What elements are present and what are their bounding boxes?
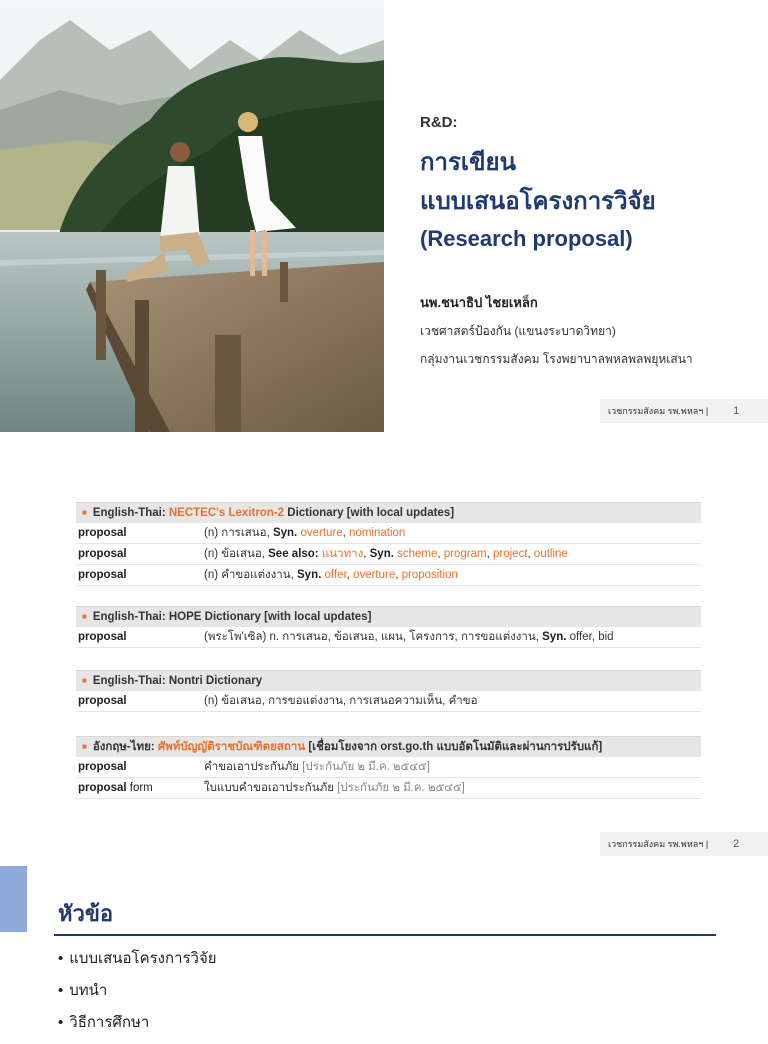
slide-title: หัวข้อ <box>58 901 114 926</box>
synonym-link[interactable]: program <box>443 548 487 560</box>
headword: proposal <box>78 527 127 539</box>
header-text: English-Thai: HOPE Dictionary [with local updates] <box>92 611 372 623</box>
definition-row <box>76 757 701 778</box>
definition-row <box>76 523 701 544</box>
definition: (n) คำขอแต่งงาน, Syn. offer, overture, proposition <box>204 569 458 581</box>
headword: proposal <box>78 548 127 560</box>
square-bullet-icon: ■ <box>82 612 87 621</box>
page-number: 1 <box>733 405 740 417</box>
header-text: [เชื่อมโยงจาก <box>305 741 381 753</box>
synonym-link[interactable]: proposition <box>401 569 458 581</box>
definition: (พระโพ'เซิล) n. การเสนอ, ข้อเสนอ, แผน, โครงการ, การขอแต่งงาน, Syn. offer, bid <box>204 631 614 643</box>
accent-bar <box>0 866 27 932</box>
dictionary-link[interactable]: NECTEC's Lexitron-2 <box>168 507 285 519</box>
footer-text: เวชกรรมสังคม รพ.พหลฯ | <box>608 406 709 416</box>
synonym-link[interactable]: scheme <box>393 548 438 560</box>
definition: (n) ข้อเสนอ, การขอแต่งงาน, การเสนอความเห็น, คำขอ <box>204 695 478 707</box>
synonym-link[interactable]: outline <box>533 548 568 560</box>
square-bullet-icon: ■ <box>82 508 87 517</box>
list-item: • แบบเสนอโครงการวิจัย <box>58 948 217 980</box>
dictionary-header <box>76 736 701 757</box>
slide-footer <box>600 399 768 423</box>
square-bullet-icon: ■ <box>82 676 87 685</box>
definition: ใบแบบคำขอเอาประกันภัย [ประกันภัย ๒ มี.ค. ๒๕๔๕] <box>204 782 465 794</box>
definition: คำขอเอาประกันภัย [ประกันภัย ๒ มี.ค. ๒๕๔๕] <box>204 761 430 773</box>
list-item: • วิธีการศึกษา <box>58 1012 217 1044</box>
dictionary-lexitron <box>76 502 701 586</box>
definition: (n) ข้อเสนอ, See also: แนวทาง, Syn. scheme, program, project, outline <box>204 548 568 560</box>
source-link[interactable]: orst.go.th <box>380 741 434 753</box>
title-line-1: การเขียน <box>420 149 516 176</box>
header-text: Dictionary [with local updates] <box>284 507 455 519</box>
headword: proposal <box>78 695 127 707</box>
synonym-link[interactable]: overture <box>297 527 343 539</box>
synonym-link[interactable]: offer <box>321 569 347 581</box>
footer-text: เวชกรรมสังคม รพ.พหลฯ | <box>608 839 709 849</box>
header-text: English-Thai: <box>92 507 169 519</box>
topic-list <box>58 948 217 1044</box>
title-divider <box>54 934 716 936</box>
title-line-2: แบบเสนอโครงการวิจัย <box>420 188 656 215</box>
slide-2 <box>0 432 768 864</box>
header-text: English-Thai: Nontri Dictionary <box>92 675 263 687</box>
related-link[interactable]: แนวทาง <box>318 548 364 560</box>
slide-footer <box>600 832 768 856</box>
header-text: อังกฤษ-ไทย: <box>92 741 158 753</box>
definition-row <box>76 627 701 648</box>
cover-photo-proposal-on-pier <box>0 0 384 432</box>
definition: (n) การเสนอ, Syn. overture, nomination <box>204 527 406 539</box>
dictionary-nontri <box>76 670 701 712</box>
dictionary-link[interactable]: ศัพท์บัญญัติราชบัณฑิตยสถาน <box>157 741 306 753</box>
definition-row <box>76 565 701 586</box>
dictionary-header <box>76 606 701 627</box>
slide-1 <box>0 0 768 432</box>
synonym-link[interactable]: nomination <box>349 527 406 539</box>
synonym-link[interactable]: project <box>493 548 528 560</box>
header-text: แบบอัตโนมัติและผ่านการปรับแก้] <box>433 741 603 753</box>
headword: proposal <box>78 569 127 581</box>
list-item: • บทนำ <box>58 980 217 1012</box>
author-organization: กลุ่มงานเวชกรรมสังคม โรงพยาบาลพหลพลพยุหเสนา <box>420 352 693 366</box>
dictionary-hope <box>76 606 701 648</box>
headword: proposal form <box>78 782 153 794</box>
page-number: 2 <box>733 838 740 850</box>
dictionary-header <box>76 670 701 691</box>
dictionary-header <box>76 502 701 523</box>
synonym-link[interactable]: overture <box>353 569 396 581</box>
dictionary-royal-institute <box>76 736 701 799</box>
headword: proposal <box>78 761 127 773</box>
headword: proposal <box>78 631 127 643</box>
author-department: เวชศาสตร์ป้องกัน (แขนงระบาดวิทยา) <box>420 324 616 338</box>
definition-row <box>76 778 701 799</box>
square-bullet-icon: ■ <box>82 742 87 751</box>
section-label: R&D: <box>420 114 458 131</box>
slide-3 <box>0 864 768 1031</box>
author-name: นพ.ชนาธิป ไชยเหล็ก <box>420 295 538 310</box>
definition-row <box>76 544 701 565</box>
title-line-3: (Research proposal) <box>420 226 633 251</box>
definition-row <box>76 691 701 712</box>
